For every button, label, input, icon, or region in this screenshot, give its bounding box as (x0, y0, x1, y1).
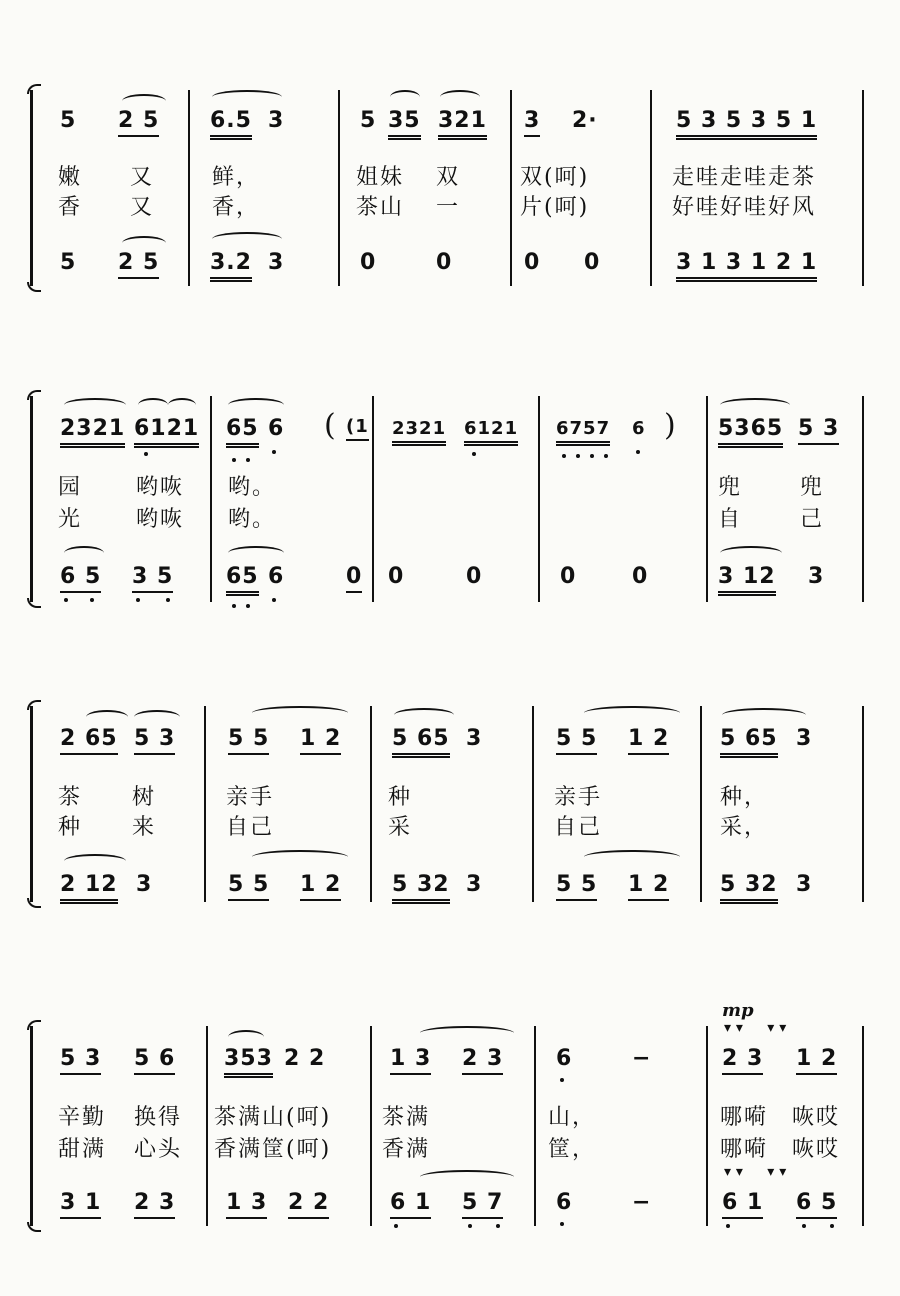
slur (228, 546, 284, 560)
lyric-word: 兜 (718, 475, 743, 500)
barline (706, 396, 708, 602)
lyric-word: 哟咴 (136, 475, 185, 500)
upper-note: 6.5 (210, 108, 252, 140)
lyric-word: 茶山 (356, 195, 405, 220)
lyric-word: 筐， (548, 1137, 597, 1162)
lower-note: 5 7 (462, 1190, 503, 1219)
lower-note: 3 (136, 872, 153, 897)
lyric-word: 走哇走哇走茶 (672, 165, 817, 190)
lyric-word: 采， (720, 815, 769, 840)
lower-note: 2 5 (118, 250, 159, 279)
barline (370, 706, 372, 902)
upper-note: 6 (268, 416, 285, 441)
lyric-word: 哟。 (228, 475, 277, 500)
upper-note: 5 5 (556, 726, 597, 755)
lower-note: 3 (268, 250, 285, 275)
score-system-2 (0, 390, 900, 620)
barline (204, 706, 206, 902)
slur (252, 706, 348, 720)
lyric-word: 换得 (134, 1105, 183, 1130)
upper-note: 3 (796, 726, 813, 751)
upper-note: 1 2 (628, 726, 669, 755)
lyric-word: 一 (436, 195, 461, 220)
slur (64, 854, 126, 868)
lyric-word: 兜 (800, 475, 825, 500)
lyric-word: 种 (58, 815, 83, 840)
barline (650, 90, 652, 286)
upper-note: 5 3 5 3 5 1 (676, 108, 817, 140)
slur (584, 850, 680, 864)
upper-note: 5 (360, 108, 377, 133)
upper-note: 2321 (60, 416, 125, 448)
lyric-word: 香满 (382, 1137, 431, 1162)
lyric-word: 心头 (134, 1137, 183, 1162)
lower-note: 0 (388, 564, 405, 589)
barline (188, 90, 190, 286)
slur (168, 398, 196, 412)
slur (122, 94, 166, 108)
upper-note: 321 (438, 108, 487, 140)
barline (372, 396, 374, 602)
slur (212, 232, 282, 246)
upper-note: 2· (572, 108, 598, 133)
upper-note: 2 65 (60, 726, 118, 755)
lyric-word: 辛勤 (58, 1105, 107, 1130)
upper-note: 5 3 (60, 1046, 101, 1075)
upper-note: 1 3 (390, 1046, 431, 1075)
lower-note: 3 1 (60, 1190, 101, 1219)
upper-note: 2 3 (462, 1046, 503, 1075)
lyric-word: 甜满 (58, 1137, 107, 1162)
lyric-word: 哪嗬 (720, 1137, 769, 1162)
lyric-word: 茶满 (382, 1105, 431, 1130)
barline (862, 706, 864, 902)
upper-note: (1 (346, 416, 369, 441)
upper-note: 1 2 (300, 726, 341, 755)
upper-note: 6 (632, 418, 646, 439)
upper-note: 5 3 (134, 726, 175, 755)
lyric-word: 哟。 (228, 507, 277, 532)
lower-note: 0 (436, 250, 453, 275)
lyric-word: 来 (132, 815, 157, 840)
upper-note: 3 (466, 726, 483, 751)
upper-note: 5 65 (392, 726, 450, 758)
slur (390, 90, 420, 104)
lower-note: 0 (346, 564, 362, 593)
slur (420, 1026, 514, 1040)
slur (252, 850, 348, 864)
lower-note: 5 5 (228, 872, 269, 901)
system-brace (30, 706, 47, 902)
lyric-word: 鲜， (212, 165, 261, 190)
upper-note: 2321 (392, 418, 446, 446)
upper-note: 6121 (134, 416, 199, 448)
lyric-word: 又 (130, 195, 155, 220)
score-system-1 (0, 80, 900, 300)
barline (370, 1026, 372, 1226)
accent-marks: ▾ ▾ ▾ ▾ (724, 1020, 787, 1036)
barline (862, 396, 864, 602)
parenthesis-close: ) (664, 408, 676, 443)
lyric-word: 自己 (554, 815, 603, 840)
barline (862, 90, 864, 286)
slur (64, 398, 126, 412)
barline (706, 1026, 708, 1226)
lower-note: 0 (466, 564, 483, 589)
slur (138, 398, 168, 412)
upper-note: 35 (388, 108, 421, 140)
lower-note: 0 (524, 250, 541, 275)
lyric-word: 又 (130, 165, 155, 190)
barline (210, 396, 212, 602)
barline (538, 396, 540, 602)
upper-note: 3 (524, 108, 540, 137)
lower-note: 2 2 (288, 1190, 329, 1219)
upper-note: 5 3 (798, 416, 839, 445)
upper-note: 65 (226, 416, 259, 448)
score-system-4 (0, 1000, 900, 1240)
score-system-3 (0, 700, 900, 920)
upper-note: 3 (268, 108, 285, 133)
lower-note: 6 (556, 1190, 573, 1215)
lyric-word: 咴哎 (792, 1137, 841, 1162)
slur (122, 236, 166, 250)
system-brace (30, 1026, 47, 1226)
lower-note: 3 12 (718, 564, 776, 596)
upper-note: 2 3 (722, 1046, 763, 1075)
lyric-word: 咴哎 (792, 1105, 841, 1130)
lower-note: 6 5 (796, 1190, 837, 1219)
lyric-word: 香满筐(呵) (214, 1137, 332, 1162)
barline (534, 1026, 536, 1226)
upper-note: 5 (60, 108, 77, 133)
upper-note: 2 5 (118, 108, 159, 137)
upper-note: 6757 (556, 418, 610, 446)
lower-note: 1 3 (226, 1190, 267, 1219)
lyric-word: 山， (548, 1105, 597, 1130)
upper-note: 1 2 (796, 1046, 837, 1075)
barline (862, 1026, 864, 1226)
lower-note: 0 (632, 564, 649, 589)
lyric-word: 茶 (58, 785, 83, 810)
upper-note: 5 5 (228, 726, 269, 755)
lyric-word: 亲手 (554, 785, 603, 810)
system-brace (30, 90, 47, 286)
lyric-word: 嫩 (58, 165, 83, 190)
lyric-word: 哪嗬 (720, 1105, 769, 1130)
lyric-word: 树 (132, 785, 157, 810)
upper-note: 6121 (464, 418, 518, 446)
upper-note: − (632, 1046, 652, 1071)
barline (510, 90, 512, 286)
slur (64, 546, 104, 560)
upper-note: 353 (224, 1046, 273, 1078)
barline (338, 90, 340, 286)
lower-note: 0 (584, 250, 601, 275)
lyric-word: 哟咴 (136, 507, 185, 532)
accent-marks: ▾ ▾ ▾ ▾ (724, 1164, 787, 1180)
lower-note: 0 (360, 250, 377, 275)
lower-note: 3 (796, 872, 813, 897)
lyric-word: 种 (388, 785, 413, 810)
lyric-word: 双(呵) (520, 165, 590, 190)
lyric-word: 亲手 (226, 785, 275, 810)
parenthesis-open: ( (324, 408, 336, 443)
barline (700, 706, 702, 902)
lower-note: 5 5 (556, 872, 597, 901)
lower-note: 3 5 (132, 564, 173, 593)
lower-note: 2 12 (60, 872, 118, 904)
lower-note: 2 3 (134, 1190, 175, 1219)
dynamic-mark: mp (722, 1000, 754, 1021)
slur (722, 708, 806, 722)
barline (532, 706, 534, 902)
lyric-word: 种， (720, 785, 769, 810)
lyric-word: 片(呵) (520, 195, 590, 220)
lyric-word: 姐妹 (356, 165, 405, 190)
lyric-word: 己 (800, 507, 825, 532)
lower-note: 65 (226, 564, 259, 596)
lyric-word: 香 (58, 195, 83, 220)
lower-note: 3.2 (210, 250, 252, 282)
slur (212, 90, 282, 104)
lower-note: 1 2 (300, 872, 341, 901)
lyric-word: 光 (58, 507, 83, 532)
lower-note: 3 1 3 1 2 1 (676, 250, 817, 282)
lyric-word: 香， (212, 195, 261, 220)
system-brace (30, 396, 47, 602)
lyric-word: 采 (388, 815, 413, 840)
lower-note: 5 (60, 250, 77, 275)
lower-note: 1 2 (628, 872, 669, 901)
lyric-word: 自己 (226, 815, 275, 840)
slur (720, 398, 790, 412)
slur (420, 1170, 514, 1184)
lyric-word: 茶满山(呵) (214, 1105, 332, 1130)
barline (206, 1026, 208, 1226)
slur (228, 1030, 264, 1044)
slur (394, 708, 454, 722)
lower-note: 0 (560, 564, 577, 589)
lyric-word: 园 (58, 475, 83, 500)
lower-note: 6 1 (722, 1190, 763, 1219)
lower-note: − (632, 1190, 652, 1215)
lower-note: 6 5 (60, 564, 101, 593)
lower-note: 6 (268, 564, 285, 589)
upper-note: 6 (556, 1046, 573, 1071)
slur (228, 398, 284, 412)
upper-note: 5 65 (720, 726, 778, 758)
slur (134, 710, 180, 724)
lower-note: 3 (808, 564, 825, 589)
slur (720, 546, 782, 560)
lower-note: 6 1 (390, 1190, 431, 1219)
slur (86, 710, 128, 724)
slur (440, 90, 480, 104)
lower-note: 5 32 (392, 872, 450, 904)
lower-note: 5 32 (720, 872, 778, 904)
lyric-word: 双 (436, 165, 461, 190)
slur (584, 706, 680, 720)
lower-note: 3 (466, 872, 483, 897)
upper-note: 2 2 (284, 1046, 326, 1071)
upper-note: 5365 (718, 416, 783, 448)
upper-note: 5 6 (134, 1046, 175, 1075)
lyric-word: 好哇好哇好风 (672, 195, 817, 220)
lyric-word: 自 (718, 507, 743, 532)
